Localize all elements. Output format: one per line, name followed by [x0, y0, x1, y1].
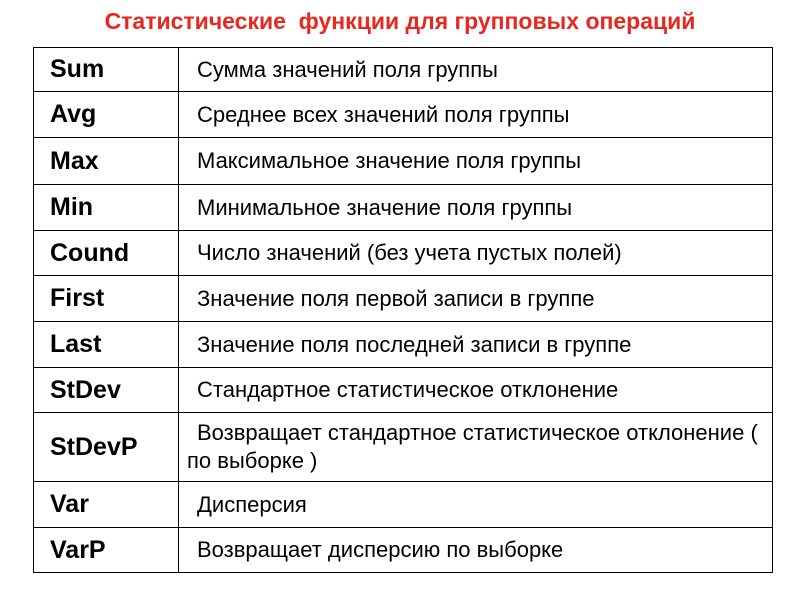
- function-name: VarP: [34, 528, 179, 573]
- function-description: Дисперсия: [179, 482, 773, 528]
- function-name: Last: [34, 322, 179, 368]
- function-name: StDev: [34, 368, 179, 413]
- function-name: StDevP: [34, 413, 179, 482]
- function-name: Avg: [34, 92, 179, 138]
- function-name: Sum: [34, 48, 179, 92]
- function-description: Возвращает стандартное статистическое отклонение ( по выборке ): [179, 413, 773, 482]
- function-description: Значение поля первой записи в группе: [179, 276, 773, 322]
- function-description: Число значений (без учета пустых полей): [179, 231, 773, 276]
- function-name: Max: [34, 138, 179, 185]
- function-description: Среднее всех значений поля группы: [179, 92, 773, 138]
- function-name: First: [34, 276, 179, 322]
- function-description: Максимальное значение поля группы: [179, 138, 773, 185]
- table-row: [34, 482, 773, 528]
- table-row: [34, 413, 773, 482]
- function-description: Стандартное статистическое отклонение: [179, 368, 773, 413]
- table-row: [34, 322, 773, 368]
- table-row: [34, 231, 773, 276]
- table-row: [34, 92, 773, 138]
- table-row: [34, 138, 773, 185]
- page-title: Статистические функции для групповых операций: [104, 8, 696, 34]
- table-row: [34, 528, 773, 573]
- functions-table: [33, 47, 773, 573]
- function-name: Min: [34, 185, 179, 231]
- table-row: [34, 276, 773, 322]
- table-row: [34, 185, 773, 231]
- table-row: [34, 48, 773, 92]
- function-description: Сумма значений поля группы: [179, 48, 773, 92]
- function-name: Cound: [34, 231, 179, 276]
- function-description: Минимальное значение поля группы: [179, 185, 773, 231]
- function-description: Возвращает дисперсию по выборке: [179, 528, 773, 573]
- table-row: [34, 368, 773, 413]
- function-description: Значение поля последней записи в группе: [179, 322, 773, 368]
- function-name: Var: [34, 482, 179, 528]
